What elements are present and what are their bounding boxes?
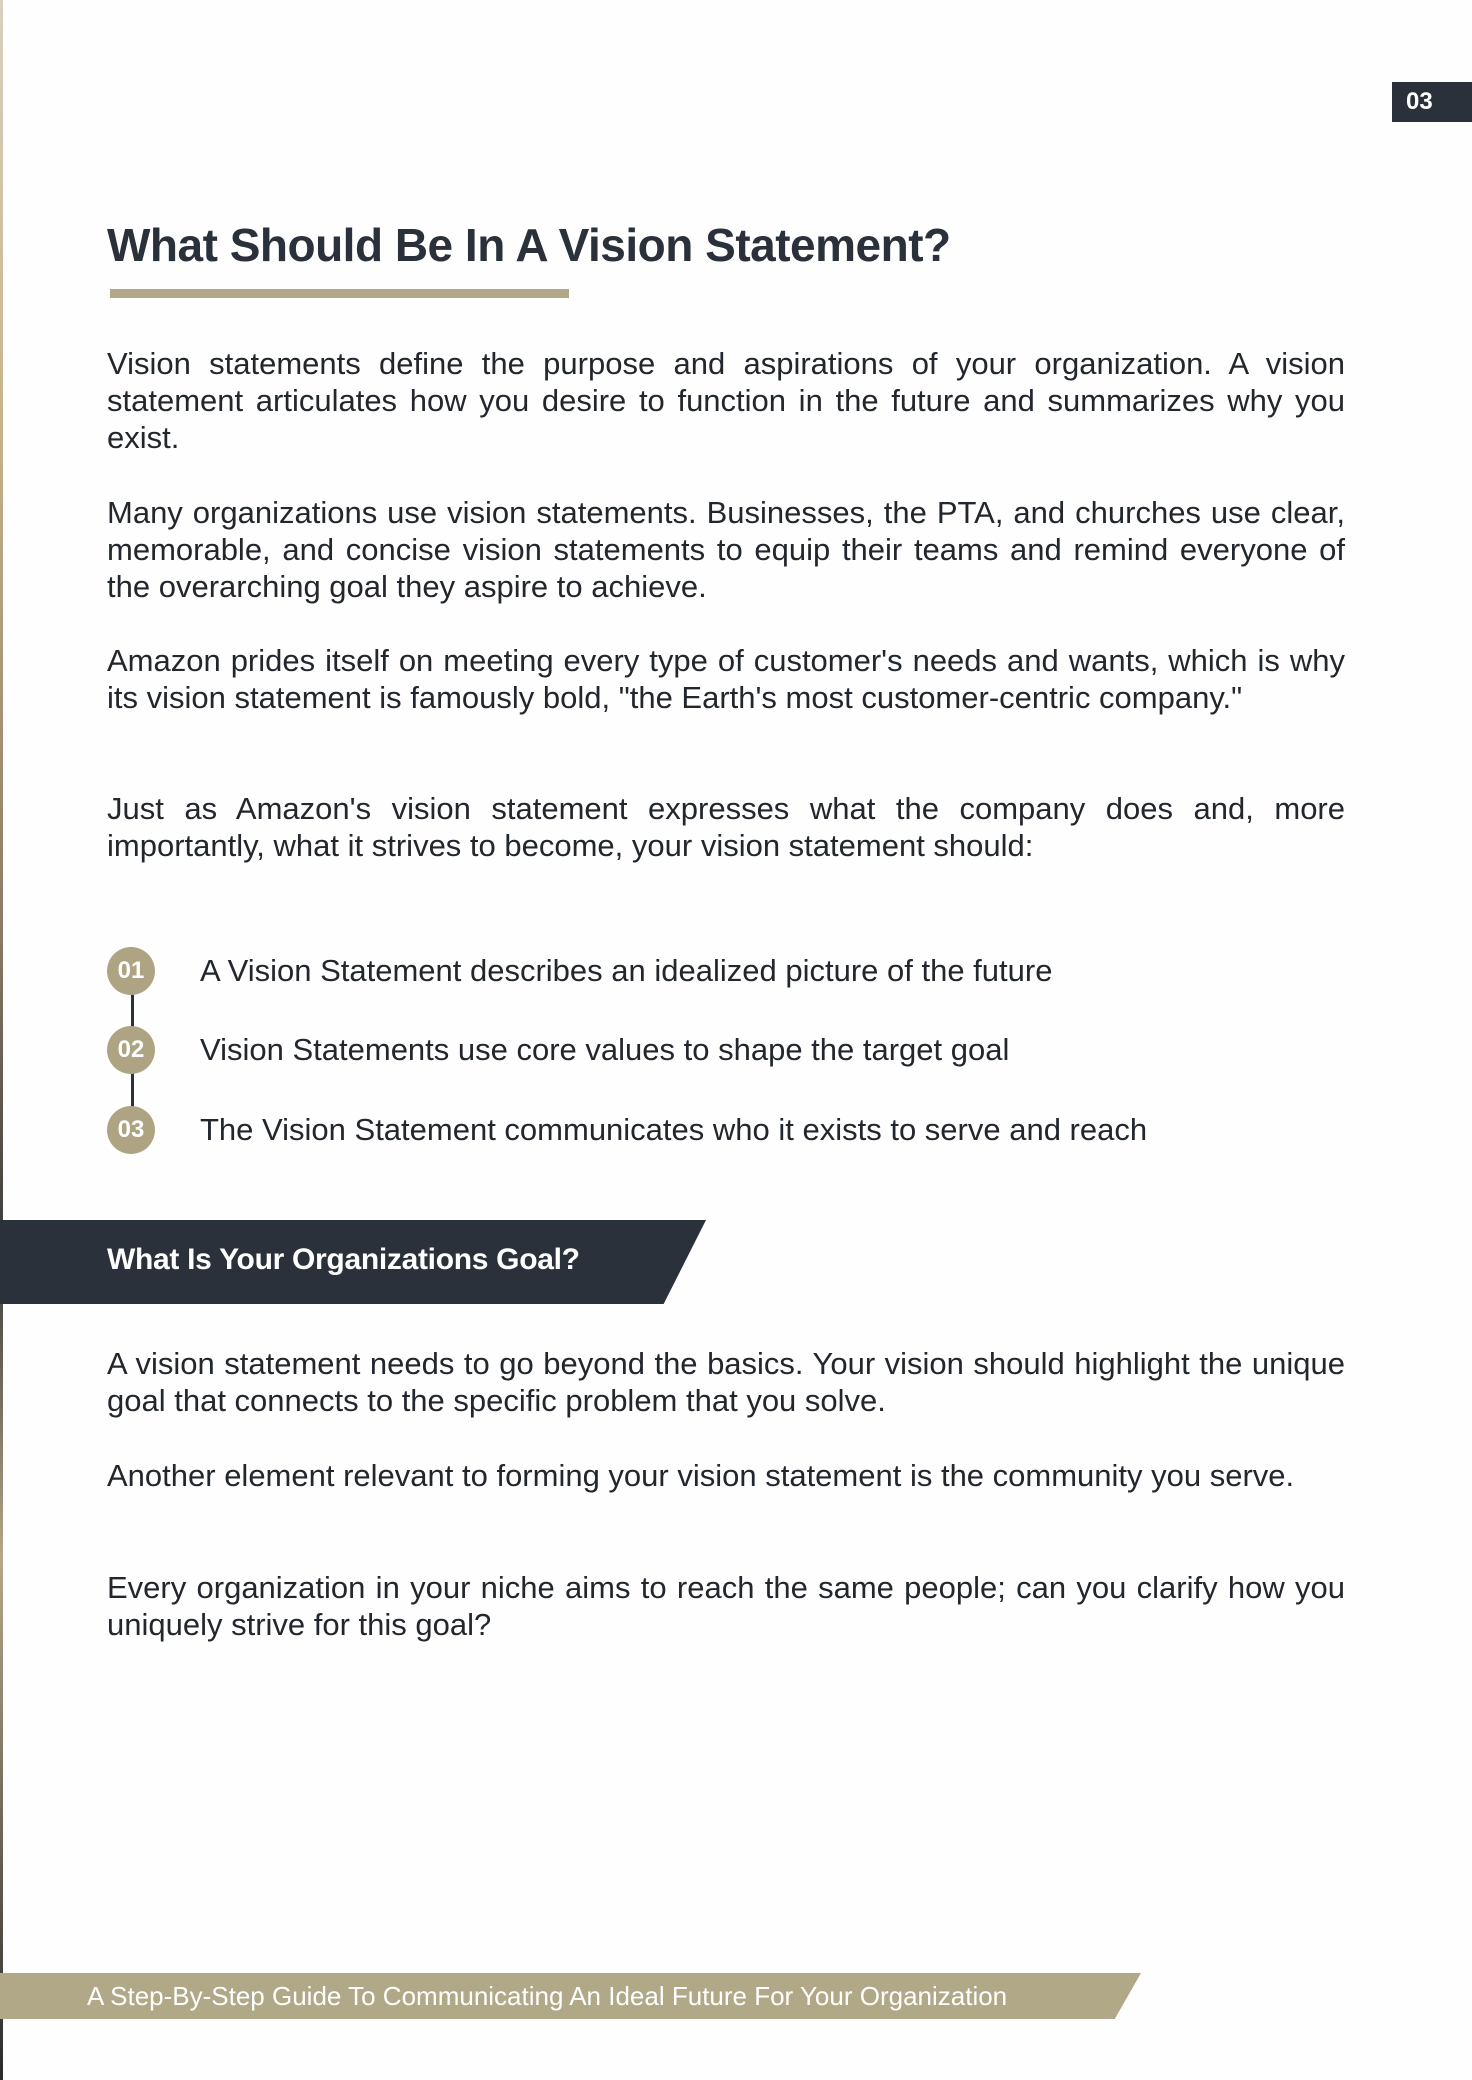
footer-text: A Step-By-Step Guide To Communicating An Ideal Future For Your Organization (87, 1981, 1008, 2011)
goal-paragraph-3: Every organization in your niche aims to reach the same people; can you clarify how you uniquely strive for this goal? (107, 1570, 1345, 1642)
step-number-badge: 03 (107, 1106, 155, 1154)
step-text: Vision Statements use core values to shape the target goal (200, 1032, 1010, 1067)
step-text: A Vision Statement describes an idealized picture of the future (200, 953, 1053, 988)
page-edge-strip (0, 0, 3, 2080)
step-number-badge: 02 (107, 1026, 155, 1074)
intro-paragraph-4: Just as Amazon's vision statement expresses what the company does and, more importantly, what it strives to become, your vision statement should: (107, 791, 1345, 863)
intro-paragraph-3: Amazon prides itself on meeting every type of customer's needs and wants, which is why its vision statement is famously bold, "the Earth's most customer-centric company." (107, 643, 1345, 715)
intro-paragraph-2: Many organizations use vision statements. Businesses, the PTA, and churches use clear, memorable, and concise vision statements to equip their teams and remind everyone of the overarching goal they aspire to achieve. (107, 495, 1345, 604)
title-underline (110, 289, 569, 298)
page-title: What Should Be In A Vision Statement? (107, 219, 951, 271)
goal-paragraph-2: Another element relevant to forming your vision statement is the community you serve. (107, 1458, 1295, 1493)
intro-paragraph-1: Vision statements define the purpose and aspirations of your organization. A vision statement articulates how you desire to function in the future and summarizes why you exist. (107, 346, 1345, 455)
step-item-2 (107, 1025, 1009, 1075)
goal-paragraph-1: A vision statement needs to go beyond the basics. Your vision should highlight the unique goal that connects to the specific problem that you solve. (107, 1346, 1345, 1418)
step-number-badge: 01 (107, 947, 155, 995)
page-number-badge: 03 (1392, 82, 1472, 122)
step-item-1 (107, 946, 1052, 996)
step-text: The Vision Statement communicates who it exists to serve and reach (200, 1112, 1148, 1147)
section-heading: What Is Your Organizations Goal? (107, 1243, 580, 1276)
step-item-3 (107, 1105, 1147, 1155)
steps-list (107, 946, 1307, 1166)
